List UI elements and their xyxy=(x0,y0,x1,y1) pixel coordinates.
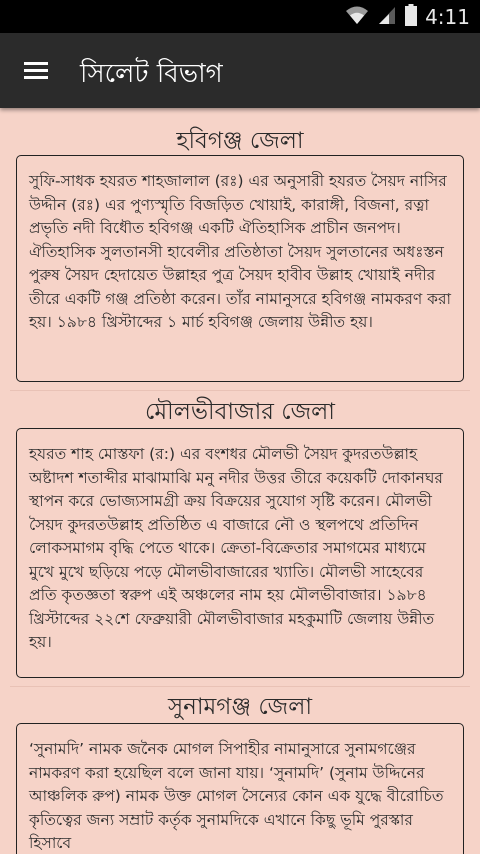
content-scroll-area[interactable] xyxy=(0,108,480,854)
district-card-moulvibazar xyxy=(16,428,464,678)
district-card-sunamganj xyxy=(16,723,464,854)
battery-icon xyxy=(405,4,417,30)
section-title: মৌলভীবাজার জেলা xyxy=(145,399,335,425)
section-divider xyxy=(10,390,470,391)
district-section-moulvibazar xyxy=(0,393,480,431)
district-section-sunamganj xyxy=(0,688,480,726)
card-text: হযরত শাহ মোস্তফা (র:) এর বংশধর মৌলভী সৈয়দ কুদরতউল্লাহ অষ্টাদশ শতাব্দীর মাঝামাঝি মনু নদীর উত্তর তীরে কয়েকটি দোকানঘর স্থাপন করে ভোজ্যসামগ্রী ক্রয় বিক্রয়ের সুযোগ সৃষ্টি করেন। মৌলভী সৈয়দ কুদরতউল্লাহ প্রতিষ্ঠিত এ বাজারে নৌ ও স্থলপথে প্রতিদিন লোকসমাগম বৃদ্ধি পেতে থাকে। ক্রেতা-বিক্রেতার সমাগমের মাধ্যমে মুখে মুখে ছড়িয়ে পড়ে মৌলভীবাজারের খ্যাতি। মৌলভী সাহেবের প্রতি কৃতজ্ঞতা স্বরুপ এই অঞ্চলের নাম হয় মৌলভীবাজার। ১৯৮৪ খ্রিস্টাব্দের ২২শে ফেব্রুয়ারী মৌলভীবাজার মহকুমাটি জেলায় উন্নীত হয়। xyxy=(29,445,443,651)
status-bar xyxy=(0,0,480,33)
hamburger-menu-icon[interactable] xyxy=(22,57,52,85)
status-icons xyxy=(345,5,470,29)
wifi-icon xyxy=(345,5,369,29)
section-title: হবিগঞ্জ জেলা xyxy=(176,128,304,154)
section-divider xyxy=(10,686,470,687)
card-text: ‘সুনামদি’ নামক জনৈক মোগল সিপাহীর নামানুসারে সুনামগঞ্জের নামকরণ করা হয়েছিল বলে জানা যায়। ‘সুনামদি’ (সুনাম উদ্দিনের আঞ্চলিক রুপ) নামক উক্ত মোগল সৈন্যের কোন এক যুদ্ধে বীরোচিত কৃতিত্বের জন্য সম্রাট কর্তৃক সুনামদিকে এখানে কিছু ভূমি পুরস্কার হিসাবে xyxy=(29,740,444,852)
app-title: সিলেট বিভাগ xyxy=(80,59,223,89)
cell-signal-icon xyxy=(377,5,397,29)
district-card-habiganj xyxy=(16,155,464,382)
section-title: সুনামগঞ্জ জেলা xyxy=(167,694,313,720)
status-time: 4:11 xyxy=(425,5,470,29)
card-text: সুফি-সাধক হযরত শাহজালাল (রঃ) এর অনুসারী হযরত সৈয়দ নাসির উদ্দীন (রঃ) এর পুণ্যস্মৃতি বিজড়িত খোয়াই, কারাঙ্গী, বিজনা, রত্না প্রভৃতি নদী বিধৌত হবিগঞ্জ একটি ঐতিহাসিক প্রাচীন জনপদ। ঐতিহাসিক সুলতানসী হাবেলীর প্রতিষ্ঠাতা সৈয়দ সুলতানের অধঃস্তন পুরুষ সৈয়দ হেদায়েত উল্লাহর পুত্র সৈয়দ হাবীব উল্লাহ খোয়াই নদীর তীরে একটি গঞ্জ প্রতিষ্ঠা করেন। তাঁর নামানুসরে হবিগঞ্জ নামকরণ করা হয়। ১৯৮৪ খ্রিস্টাব্দের ১ মার্চ হবিগঞ্জ জেলায় উন্নীত হয়। xyxy=(29,172,452,331)
app-bar xyxy=(0,33,480,108)
